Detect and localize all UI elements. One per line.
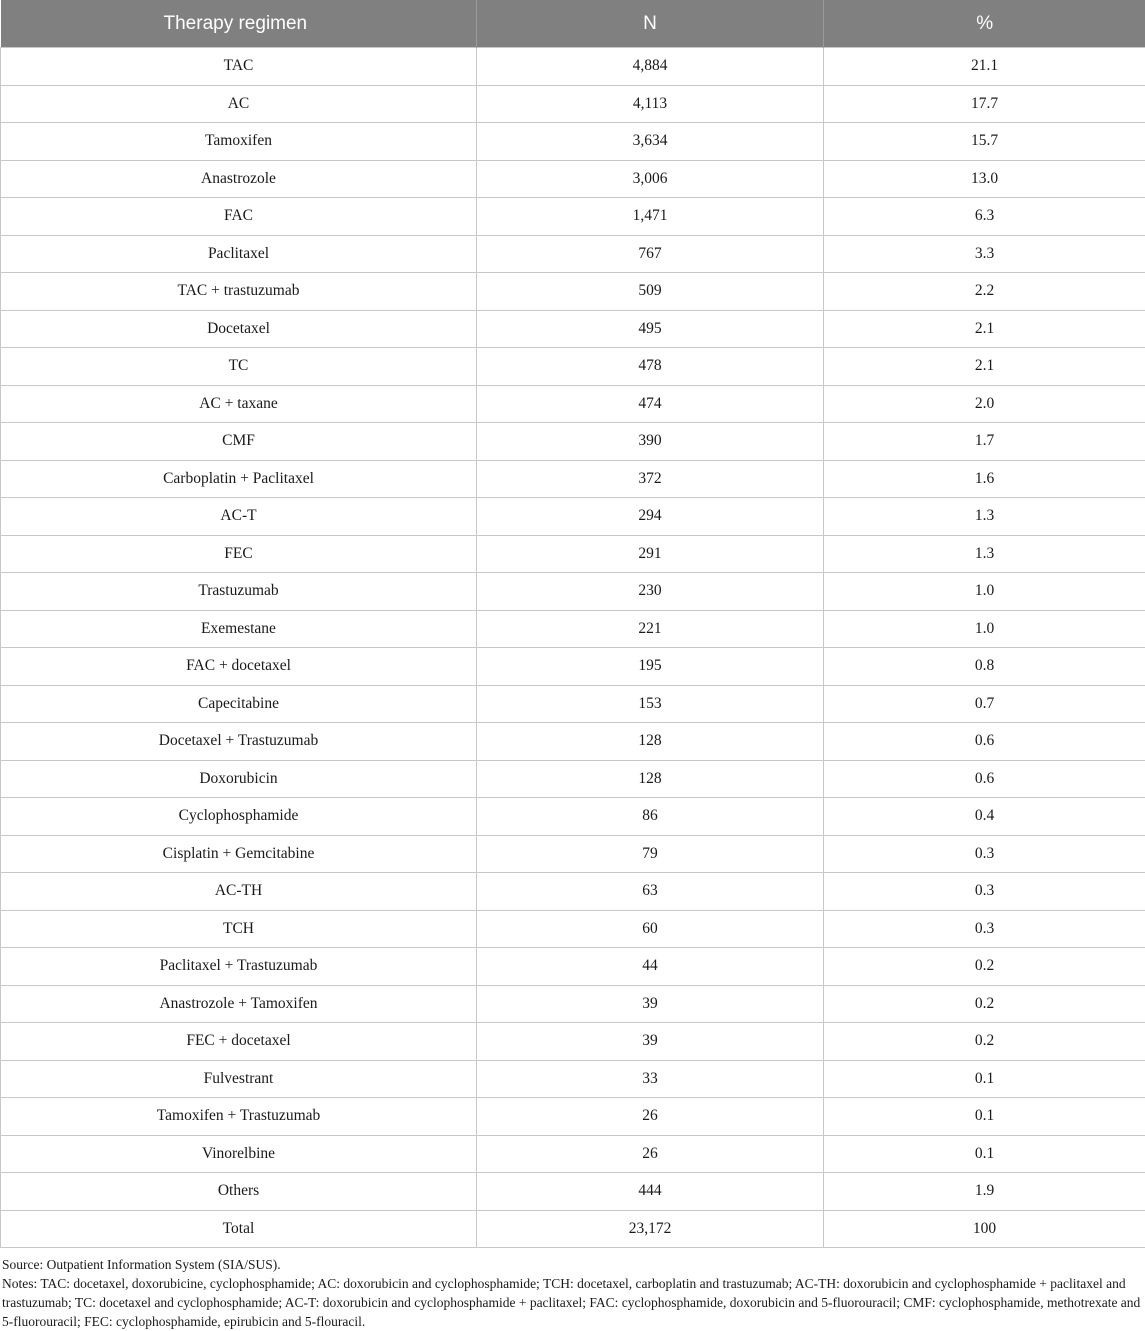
header-row: [1, 0, 1145, 48]
row-percent: 1.6: [824, 460, 1145, 498]
row-regimen: Paclitaxel + Trastuzumab: [1, 948, 477, 986]
table-row: [1, 385, 1145, 423]
row-percent: 1.9: [824, 1173, 1145, 1211]
row-regimen: Cyclophosphamide: [1, 798, 477, 836]
table-row: [1, 610, 1145, 648]
row-percent: 2.2: [824, 273, 1145, 311]
row-regimen: Docetaxel + Trastuzumab: [1, 723, 477, 761]
row-n: 39: [477, 1023, 824, 1061]
row-regimen: AC-TH: [1, 873, 477, 911]
row-regimen: Tamoxifen: [1, 123, 477, 161]
row-regimen: Others: [1, 1173, 477, 1211]
row-percent: 0.2: [824, 948, 1145, 986]
row-regimen: Cisplatin + Gemcitabine: [1, 835, 477, 873]
row-regimen: Total: [1, 1210, 477, 1248]
header-therapy-regimen: Therapy regimen: [1, 0, 477, 48]
row-n: 153: [477, 685, 824, 723]
row-percent: 1.0: [824, 610, 1145, 648]
table-row: [1, 685, 1145, 723]
table-row: [1, 798, 1145, 836]
row-percent: 0.3: [824, 910, 1145, 948]
row-percent: 100: [824, 1210, 1145, 1248]
row-percent: 0.8: [824, 648, 1145, 686]
source-note: Source: Outpatient Information System (SIA/SUS).: [2, 1255, 1145, 1274]
row-n: 86: [477, 798, 824, 836]
row-percent: 0.4: [824, 798, 1145, 836]
row-n: 444: [477, 1173, 824, 1211]
table-row: [1, 48, 1145, 86]
table-row: [1, 985, 1145, 1023]
table-row: [1, 573, 1145, 611]
row-percent: 2.1: [824, 310, 1145, 348]
table-row: [1, 85, 1145, 123]
row-percent: 1.0: [824, 573, 1145, 611]
row-percent: 2.0: [824, 385, 1145, 423]
row-n: 128: [477, 723, 824, 761]
row-regimen: Trastuzumab: [1, 573, 477, 611]
table-row: [1, 535, 1145, 573]
row-percent: 0.2: [824, 1023, 1145, 1061]
row-regimen: Exemestane: [1, 610, 477, 648]
row-regimen: AC + taxane: [1, 385, 477, 423]
table-row: [1, 1210, 1145, 1248]
row-percent: 0.2: [824, 985, 1145, 1023]
row-percent: 0.3: [824, 835, 1145, 873]
row-percent: 0.7: [824, 685, 1145, 723]
row-n: 495: [477, 310, 824, 348]
row-percent: 1.3: [824, 498, 1145, 536]
row-regimen: Doxorubicin: [1, 760, 477, 798]
row-regimen: Tamoxifen + Trastuzumab: [1, 1098, 477, 1136]
row-n: 474: [477, 385, 824, 423]
row-regimen: TAC + trastuzumab: [1, 273, 477, 311]
row-regimen: Anastrozole: [1, 160, 477, 198]
row-percent: 17.7: [824, 85, 1145, 123]
row-regimen: Carboplatin + Paclitaxel: [1, 460, 477, 498]
row-n: 44: [477, 948, 824, 986]
row-regimen: CMF: [1, 423, 477, 461]
row-n: 509: [477, 273, 824, 311]
table-row: [1, 1098, 1145, 1136]
row-percent: 0.3: [824, 873, 1145, 911]
table-row: [1, 310, 1145, 348]
table-row: [1, 423, 1145, 461]
row-n: 26: [477, 1098, 824, 1136]
table-row: [1, 1060, 1145, 1098]
row-n: 33: [477, 1060, 824, 1098]
row-regimen: TCH: [1, 910, 477, 948]
table-row: [1, 198, 1145, 236]
row-n: 390: [477, 423, 824, 461]
row-n: 291: [477, 535, 824, 573]
row-n: 372: [477, 460, 824, 498]
table-row: [1, 160, 1145, 198]
row-regimen: Anastrozole + Tamoxifen: [1, 985, 477, 1023]
header-percent: %: [824, 0, 1145, 48]
table-footnotes: [0, 1248, 1145, 1331]
row-regimen: FEC: [1, 535, 477, 573]
row-percent: 0.1: [824, 1098, 1145, 1136]
row-n: 478: [477, 348, 824, 386]
row-regimen: Vinorelbine: [1, 1135, 477, 1173]
row-percent: 0.6: [824, 723, 1145, 761]
table-row: [1, 948, 1145, 986]
table-row: [1, 460, 1145, 498]
table-row: [1, 273, 1145, 311]
row-regimen: FAC + docetaxel: [1, 648, 477, 686]
row-regimen: TC: [1, 348, 477, 386]
row-n: 39: [477, 985, 824, 1023]
row-percent: 15.7: [824, 123, 1145, 161]
row-regimen: FEC + docetaxel: [1, 1023, 477, 1061]
table-row: [1, 348, 1145, 386]
table-row: [1, 760, 1145, 798]
header-n: N: [477, 0, 824, 48]
row-n: 4,113: [477, 85, 824, 123]
table-row: [1, 235, 1145, 273]
row-regimen: FAC: [1, 198, 477, 236]
row-percent: 0.6: [824, 760, 1145, 798]
row-regimen: AC-T: [1, 498, 477, 536]
row-n: 767: [477, 235, 824, 273]
row-n: 3,006: [477, 160, 824, 198]
table-row: [1, 1173, 1145, 1211]
row-regimen: Fulvestrant: [1, 1060, 477, 1098]
row-percent: 2.1: [824, 348, 1145, 386]
abbreviation-notes: Notes: TAC: docetaxel, doxorubicine, cyclophosphamide; AC: doxorubicin and cyclophosphamide; TCH: docetaxel, carboplatin and trastuzumab; AC-TH: doxorubicin and cyclophosphamide + paclitaxel and trastuzumab; TC: docetaxel and cyclophosphamide; AC-T: doxorubicin and cyclophosphamide + paclitaxel; FAC: cyclophosphamide, doxorubicin and 5-fluorouracil; CMF: cyclophosphamide, methotrexate and 5-fluorouracil; FEC: cyclophosphamide, epirubicin and 5-flouracil.: [2, 1274, 1145, 1331]
row-percent: 1.3: [824, 535, 1145, 573]
row-n: 63: [477, 873, 824, 911]
table-row: [1, 723, 1145, 761]
row-n: 26: [477, 1135, 824, 1173]
table-row: [1, 498, 1145, 536]
row-regimen: Capecitabine: [1, 685, 477, 723]
row-n: 294: [477, 498, 824, 536]
table-row: [1, 910, 1145, 948]
table-body: [1, 48, 1145, 1248]
row-percent: 1.7: [824, 423, 1145, 461]
row-n: 195: [477, 648, 824, 686]
row-percent: 0.1: [824, 1060, 1145, 1098]
row-percent: 13.0: [824, 160, 1145, 198]
table-row: [1, 835, 1145, 873]
row-n: 79: [477, 835, 824, 873]
row-n: 1,471: [477, 198, 824, 236]
row-percent: 21.1: [824, 48, 1145, 86]
row-n: 4,884: [477, 48, 824, 86]
row-percent: 0.1: [824, 1135, 1145, 1173]
row-percent: 3.3: [824, 235, 1145, 273]
table-row: [1, 1135, 1145, 1173]
row-regimen: TAC: [1, 48, 477, 86]
row-n: 221: [477, 610, 824, 648]
row-percent: 6.3: [824, 198, 1145, 236]
row-n: 3,634: [477, 123, 824, 161]
row-regimen: AC: [1, 85, 477, 123]
row-regimen: Docetaxel: [1, 310, 477, 348]
table-row: [1, 873, 1145, 911]
table-row: [1, 648, 1145, 686]
table-header: [1, 0, 1145, 48]
row-n: 60: [477, 910, 824, 948]
row-n: 128: [477, 760, 824, 798]
table-row: [1, 1023, 1145, 1061]
row-regimen: Paclitaxel: [1, 235, 477, 273]
table-row: [1, 123, 1145, 161]
row-n: 23,172: [477, 1210, 824, 1248]
row-n: 230: [477, 573, 824, 611]
